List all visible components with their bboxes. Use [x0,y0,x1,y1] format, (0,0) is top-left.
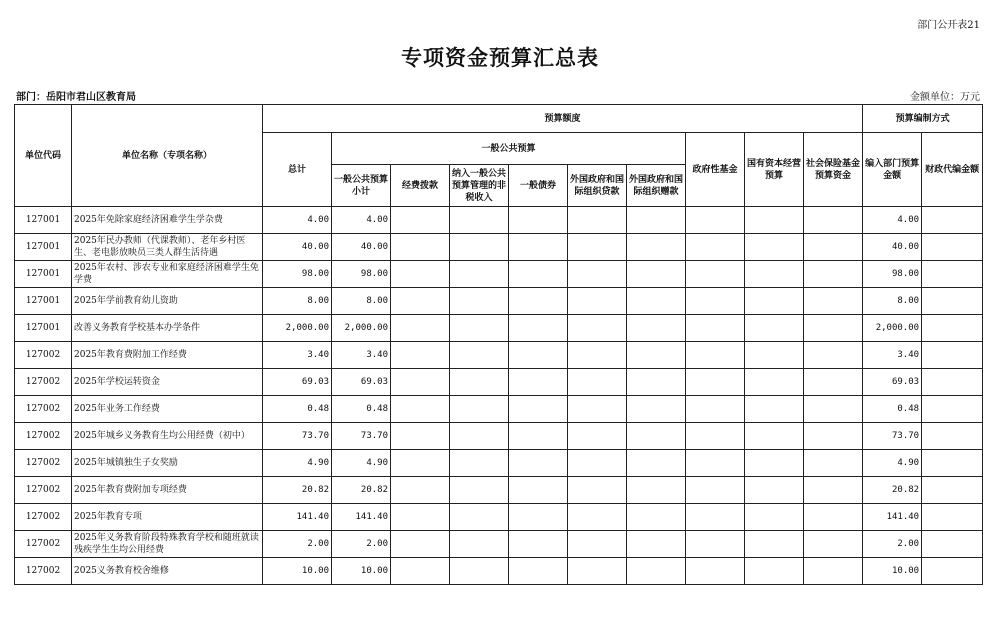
social-insurance-cell [804,261,863,288]
unit-name-cell: 2025年业务工作经费 [72,396,263,423]
social-insurance-cell [804,315,863,342]
general-bonds-cell [509,504,568,531]
unit-code-cell: 127001 [15,207,72,234]
dept-compiled-cell: 141.40 [863,504,922,531]
total-cell: 2,000.00 [263,315,332,342]
funding-allocation-cell [391,450,450,477]
dept-compiled-cell: 20.82 [863,477,922,504]
page-title: 专项资金预算汇总表 [401,45,599,70]
gov-fund-cell [686,558,745,585]
finance-compiled-cell [922,477,983,504]
table-row [15,531,983,558]
general-bonds-cell [509,207,568,234]
dept-compiled-cell: 8.00 [863,288,922,315]
header-state-capital: 国有资本经营预算 [745,133,804,207]
general-bonds-cell [509,558,568,585]
gp-subtotal-cell: 20.82 [332,477,391,504]
social-insurance-cell [804,477,863,504]
state-capital-cell [745,396,804,423]
foreign-loans-cell [568,450,627,477]
state-capital-cell [745,450,804,477]
foreign-grants-cell [627,234,686,261]
general-bonds-cell [509,234,568,261]
foreign-grants-cell [627,315,686,342]
non-tax-income-cell [450,315,509,342]
unit-name-cell: 2025年农村、涉农专业和家庭经济困难学生免学费 [72,261,263,288]
state-capital-cell [745,558,804,585]
funding-allocation-cell [391,504,450,531]
header-gov-fund: 政府性基金 [686,133,745,207]
total-cell: 8.00 [263,288,332,315]
gp-subtotal-cell: 69.03 [332,369,391,396]
funding-allocation-cell [391,396,450,423]
foreign-loans-cell [568,261,627,288]
dept-compiled-cell: 0.48 [863,396,922,423]
header-gp-subtotal: 一般公共预算小计 [332,165,391,207]
non-tax-income-cell [450,207,509,234]
foreign-loans-cell [568,234,627,261]
foreign-grants-cell [627,504,686,531]
table-body [15,207,983,585]
table-row [15,207,983,234]
state-capital-cell [745,288,804,315]
foreign-loans-cell [568,477,627,504]
header-non-tax-income: 纳入一般公共预算管理的非税收入 [450,165,509,207]
finance-compiled-cell [922,396,983,423]
finance-compiled-cell [922,504,983,531]
budget-table [14,104,983,585]
funding-allocation-cell [391,261,450,288]
funding-allocation-cell [391,369,450,396]
funding-allocation-cell [391,315,450,342]
social-insurance-cell [804,531,863,558]
general-bonds-cell [509,450,568,477]
state-capital-cell [745,477,804,504]
state-capital-cell [745,504,804,531]
foreign-loans-cell [568,207,627,234]
unit-code-cell: 127001 [15,261,72,288]
non-tax-income-cell [450,477,509,504]
total-cell: 20.82 [263,477,332,504]
non-tax-income-cell [450,450,509,477]
foreign-grants-cell [627,477,686,504]
funding-allocation-cell [391,234,450,261]
total-cell: 141.40 [263,504,332,531]
unit-name-cell: 2025年免除家庭经济困难学生学杂费 [72,207,263,234]
foreign-grants-cell [627,369,686,396]
finance-compiled-cell [922,558,983,585]
gp-subtotal-cell: 3.40 [332,342,391,369]
header-funding-allocation: 经费拨款 [391,165,450,207]
unit-code-cell: 127002 [15,450,72,477]
foreign-grants-cell [627,261,686,288]
funding-allocation-cell [391,288,450,315]
general-bonds-cell [509,396,568,423]
unit-label: 金额单位：万元 [910,92,980,103]
non-tax-income-cell [450,396,509,423]
header-general-public-budget: 一般公共预算 [332,133,686,165]
gp-subtotal-cell: 10.00 [332,558,391,585]
header-budget-amount: 预算额度 [263,105,863,133]
unit-name-cell: 2025年义务教育阶段特殊教育学校和随班就读残疾学生生均公用经费 [72,531,263,558]
unit-code-cell: 127002 [15,531,72,558]
table-row [15,369,983,396]
funding-allocation-cell [391,342,450,369]
gov-fund-cell [686,234,745,261]
unit-code-cell: 127002 [15,423,72,450]
funding-allocation-cell [391,207,450,234]
dept-compiled-cell: 98.00 [863,261,922,288]
foreign-grants-cell [627,558,686,585]
finance-compiled-cell [922,342,983,369]
non-tax-income-cell [450,558,509,585]
gov-fund-cell [686,288,745,315]
page-tag: 部门公开表21 [917,20,980,31]
gp-subtotal-cell: 2.00 [332,531,391,558]
general-bonds-cell [509,369,568,396]
unit-name-cell: 改善义务教育学校基本办学条件 [72,315,263,342]
gov-fund-cell [686,531,745,558]
foreign-grants-cell [627,288,686,315]
non-tax-income-cell [450,369,509,396]
unit-name-cell: 2025年城乡义务教育生均公用经费（初中） [72,423,263,450]
foreign-loans-cell [568,315,627,342]
unit-name-cell: 2025年城镇独生子女奖励 [72,450,263,477]
gov-fund-cell [686,315,745,342]
total-cell: 40.00 [263,234,332,261]
general-bonds-cell [509,261,568,288]
social-insurance-cell [804,288,863,315]
general-bonds-cell [509,342,568,369]
header-unit-name: 单位名称（专项名称） [72,105,263,207]
social-insurance-cell [804,450,863,477]
gp-subtotal-cell: 0.48 [332,396,391,423]
foreign-loans-cell [568,558,627,585]
gp-subtotal-cell: 98.00 [332,261,391,288]
unit-name-cell: 2025年民办教师（代课教师）、老年乡村医生、老电影放映员三类人群生活待遇 [72,234,263,261]
header-compile-method: 预算编制方式 [863,105,983,133]
gov-fund-cell [686,396,745,423]
state-capital-cell [745,423,804,450]
unit-name-cell: 2025年教育费附加工作经费 [72,342,263,369]
social-insurance-cell [804,558,863,585]
funding-allocation-cell [391,477,450,504]
gp-subtotal-cell: 8.00 [332,288,391,315]
finance-compiled-cell [922,423,983,450]
general-bonds-cell [509,477,568,504]
gp-subtotal-cell: 73.70 [332,423,391,450]
unit-code-cell: 127001 [15,234,72,261]
foreign-grants-cell [627,423,686,450]
gp-subtotal-cell: 4.00 [332,207,391,234]
social-insurance-cell [804,369,863,396]
finance-compiled-cell [922,315,983,342]
foreign-loans-cell [568,288,627,315]
table-row [15,504,983,531]
unit-code-cell: 127001 [15,315,72,342]
non-tax-income-cell [450,342,509,369]
dept-compiled-cell: 40.00 [863,234,922,261]
unit-name-cell: 2025义务教育校舍维修 [72,558,263,585]
gov-fund-cell [686,207,745,234]
header-total: 总计 [263,133,332,207]
header-general-bonds: 一般债券 [509,165,568,207]
social-insurance-cell [804,207,863,234]
header-dept-compiled: 编入部门预算金额 [863,133,922,207]
non-tax-income-cell [450,261,509,288]
foreign-grants-cell [627,450,686,477]
total-cell: 3.40 [263,342,332,369]
unit-code-cell: 127002 [15,477,72,504]
total-cell: 98.00 [263,261,332,288]
table-row [15,558,983,585]
foreign-grants-cell [627,531,686,558]
gp-subtotal-cell: 2,000.00 [332,315,391,342]
unit-code-cell: 127002 [15,342,72,369]
state-capital-cell [745,207,804,234]
non-tax-income-cell [450,423,509,450]
total-cell: 2.00 [263,531,332,558]
general-bonds-cell [509,531,568,558]
header-foreign-loans: 外国政府和国际组织贷款 [568,165,627,207]
state-capital-cell [745,531,804,558]
table-row [15,396,983,423]
unit-code-cell: 127002 [15,396,72,423]
foreign-loans-cell [568,504,627,531]
non-tax-income-cell [450,288,509,315]
finance-compiled-cell [922,261,983,288]
unit-code-cell: 127002 [15,558,72,585]
social-insurance-cell [804,234,863,261]
social-insurance-cell [804,342,863,369]
unit-name-cell: 2025年学校运转资金 [72,369,263,396]
total-cell: 73.70 [263,423,332,450]
dept-compiled-cell: 2,000.00 [863,315,922,342]
social-insurance-cell [804,423,863,450]
non-tax-income-cell [450,504,509,531]
unit-code-cell: 127002 [15,369,72,396]
funding-allocation-cell [391,531,450,558]
general-bonds-cell [509,315,568,342]
unit-code-cell: 127002 [15,504,72,531]
general-bonds-cell [509,423,568,450]
total-cell: 4.00 [263,207,332,234]
non-tax-income-cell [450,234,509,261]
gov-fund-cell [686,423,745,450]
table-row [15,261,983,288]
state-capital-cell [745,315,804,342]
general-bonds-cell [509,288,568,315]
dept-compiled-cell: 4.90 [863,450,922,477]
finance-compiled-cell [922,369,983,396]
table-row [15,477,983,504]
social-insurance-cell [804,396,863,423]
gp-subtotal-cell: 40.00 [332,234,391,261]
dept-compiled-cell: 3.40 [863,342,922,369]
table-row [15,450,983,477]
total-cell: 4.90 [263,450,332,477]
gov-fund-cell [686,450,745,477]
unit-code-cell: 127001 [15,288,72,315]
gov-fund-cell [686,261,745,288]
social-insurance-cell [804,504,863,531]
state-capital-cell [745,234,804,261]
header-foreign-grants: 外国政府和国际组织赠款 [627,165,686,207]
foreign-loans-cell [568,369,627,396]
dept-compiled-cell: 69.03 [863,369,922,396]
header-social-insurance: 社会保险基金预算资金 [804,133,863,207]
total-cell: 69.03 [263,369,332,396]
foreign-grants-cell [627,207,686,234]
unit-name-cell: 2025年教育费附加专项经费 [72,477,263,504]
finance-compiled-cell [922,531,983,558]
finance-compiled-cell [922,288,983,315]
state-capital-cell [745,261,804,288]
foreign-grants-cell [627,342,686,369]
gov-fund-cell [686,342,745,369]
foreign-loans-cell [568,396,627,423]
total-cell: 10.00 [263,558,332,585]
finance-compiled-cell [922,234,983,261]
table-header [15,105,983,207]
table-row [15,315,983,342]
finance-compiled-cell [922,450,983,477]
foreign-loans-cell [568,423,627,450]
dept-compiled-cell: 10.00 [863,558,922,585]
non-tax-income-cell [450,531,509,558]
gp-subtotal-cell: 141.40 [332,504,391,531]
finance-compiled-cell [922,207,983,234]
gp-subtotal-cell: 4.90 [332,450,391,477]
gov-fund-cell [686,504,745,531]
foreign-grants-cell [627,396,686,423]
table-row [15,423,983,450]
total-cell: 0.48 [263,396,332,423]
dept-compiled-cell: 4.00 [863,207,922,234]
dept-compiled-cell: 2.00 [863,531,922,558]
state-capital-cell [745,342,804,369]
table-row [15,342,983,369]
header-finance-compiled: 财政代编金额 [922,133,983,207]
dept-compiled-cell: 73.70 [863,423,922,450]
funding-allocation-cell [391,423,450,450]
foreign-loans-cell [568,342,627,369]
table-row [15,234,983,261]
unit-name-cell: 2025年教育专项 [72,504,263,531]
funding-allocation-cell [391,558,450,585]
state-capital-cell [745,369,804,396]
foreign-loans-cell [568,531,627,558]
header-unit-code: 单位代码 [15,105,72,207]
table-row [15,288,983,315]
department-label: 部门：岳阳市君山区教育局 [16,92,136,103]
unit-name-cell: 2025年学前教育幼儿资助 [72,288,263,315]
gov-fund-cell [686,369,745,396]
gov-fund-cell [686,477,745,504]
